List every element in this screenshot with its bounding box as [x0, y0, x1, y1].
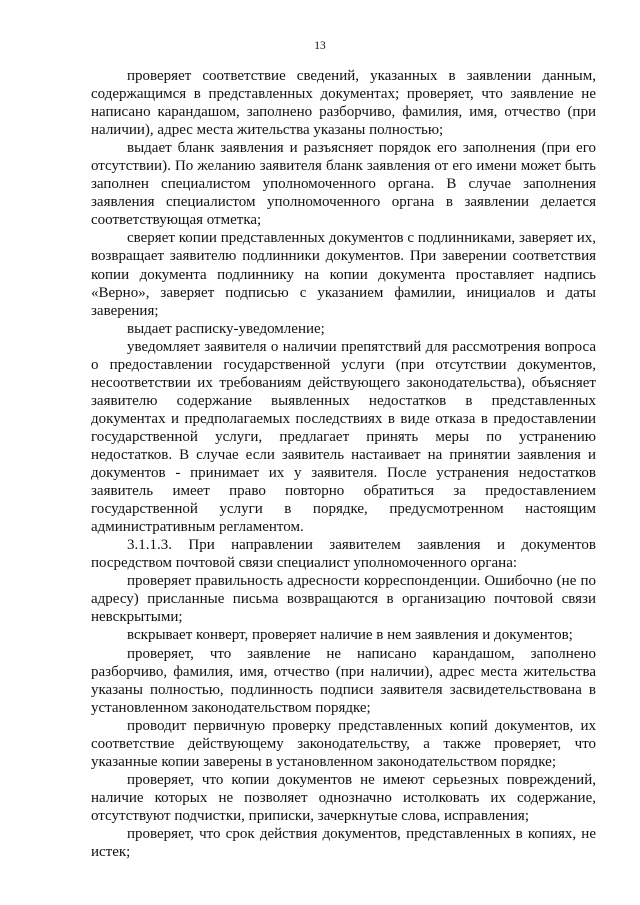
paragraph: проверяет, что копии документов не имеют серьезных повреждений, наличие которых не позволяет однозначно истолковать их содержание, отсутствуют подчистки, приписки, зачеркнутые слова, исправления; [91, 771, 596, 824]
paragraph: проверяет правильность адресности корреспонденции. Ошибочно (не по адресу) присланные письма возвращаются в организацию почтовой связи невскрытыми; [91, 573, 596, 626]
paragraph: выдает расписку-уведомление; [127, 320, 325, 337]
paragraph: проверяет, что заявление не написано карандашом, заполнено разборчиво, фамилия, имя, отчество (при наличии), адрес места жительства указаны полностью, подлинность подписи заявителя засвидетельствована в установленном законодательством порядке; [91, 645, 596, 716]
paragraph: выдает бланк заявления и разъясняет порядок его заполнения (при его отсутствии). По желанию заявителя бланк заявления от его имени может быть заполнен специалистом уполномоченного органа. В случае заполнения заявления специалистом уполномоченного органа в заявлении делается соответствующая отметка; [91, 140, 596, 229]
paragraph: сверяет копии представленных документов с подлинниками, заверяет их, возвращает заявителю подлинники документов. При заверении соответствия копии документа подлиннику на копии документа проставляет надпись «Верно», заверяет подписью с указанием фамилии, инициалов и даты заверения; [91, 230, 596, 319]
page-number: 13 [314, 40, 326, 52]
paragraph: проводит первичную проверку представленных копий документов, их соответствие действующему законодательству, а также проверяет, что указанные копии заверены в установленном законодательством порядке; [91, 717, 596, 770]
paragraph: проверяет, что срок действия документов, представленных в копиях, не истек; [91, 825, 596, 861]
paragraph: уведомляет заявителя о наличии препятствий для рассмотрения вопроса о предоставлении государственной услуги (при отсутствии документов, несоответствии их требованиям действующего законодательства), объясняет заявителю содержание выявленных недостатков в представленных документах и предполагаемых последствиях в виде отказа в предоставлении государственной услуги, предлагает принять меры по устранению недостатков. В случае если заявитель настаивает на принятии заявления и документов - принимает их у заявителя. После устранения недостатков заявитель имеет право повторно обратиться за предоставлением государственной услуги в порядке, предусмотренном настоящим административным регламентом. [91, 338, 596, 536]
paragraph: вскрывает конверт, проверяет наличие в нем заявления и документов; [127, 627, 573, 644]
body-text [91, 67, 596, 861]
paragraph: проверяет соответствие сведений, указанных в заявлении данным, содержащимся в представленных документах; проверяет, что заявление не написано карандашом, заполнено разборчиво, фамилия, имя, отчество (при наличии), адрес места жительства указаны полностью; [91, 68, 596, 139]
paragraph: 3.1.1.3. При направлении заявителем заявления и документов посредством почтовой связи специалист уполномоченного органа: [91, 537, 596, 572]
